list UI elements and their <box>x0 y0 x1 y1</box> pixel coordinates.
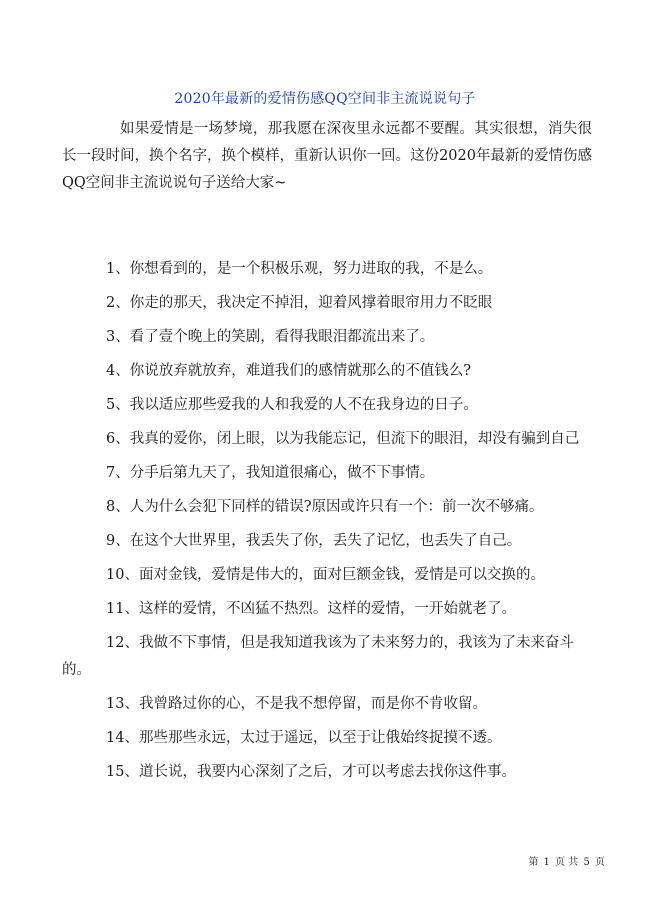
footer-middle: 页 共 <box>555 857 579 868</box>
list-item: 2、你走的那天，我决定不掉泪，迎着风撑着眼帘用力不眨眼 <box>106 295 493 311</box>
list-item: 14、那些那些永远，太过于遥远，以至于让俄始终捉摸不透。 <box>106 730 502 746</box>
list-item: 7、分手后第九天了，我知道很痛心，做不下事情。 <box>106 465 435 481</box>
footer-suffix: 页 <box>595 857 605 868</box>
list-item: 3、看了壹个晚上的笑剧，看得我眼泪都流出来了。 <box>106 329 435 345</box>
footer-prefix: 第 <box>528 857 539 868</box>
list-item: 15、道长说，我要内心深刻了之后，才可以考虑去找你这件事。 <box>106 764 516 780</box>
footer-page-number: 1 <box>543 857 550 868</box>
list-item: 8、人为什么会犯下同样的错误?原因或许只有一个：前一次不够痛。 <box>106 499 544 515</box>
list-item: 4、你说放弃就放弃，难道我们的感情就那么的不值钱么? <box>106 363 471 379</box>
intro-paragraph: 如果爱情是一场梦境，那我愿在深夜里永远都不要醒。其实很想，消失很长一段时间，换个名字，换个模样，重新认识你一回。这份2020年最新的爱情伤感QQ空间非主流说说句子送给大家~ <box>62 121 592 191</box>
list-item: 5、我以适应那些爱我的人和我爱的人不在我身边的日子。 <box>106 397 478 413</box>
page-footer <box>527 853 606 868</box>
list-item: 1、你想看到的，是一个积极乐观，努力进取的我，不是么。 <box>106 261 493 277</box>
document-title: 2020年最新的爱情伤感QQ空间非主流说说句子 <box>174 91 476 107</box>
list-item: 11、这样的爱情，不凶猛不热烈。这样的爱情，一开始就老了。 <box>106 601 516 617</box>
list-item: 12、我做不下事情，但是我知道我该为了未来努力的，我该为了未来奋斗的。 <box>62 635 574 678</box>
list-item: 6、我真的爱你，闭上眼，以为我能忘记，但流下的眼泪，却没有骗到自己 <box>106 431 580 447</box>
quote-list <box>62 256 594 793</box>
list-item: 13、我曾路过你的心，不是我不想停留，而是你不肯收留。 <box>106 696 487 712</box>
list-item: 9、在这个大世界里，我丢失了你，丢失了记忆，也丢失了自己。 <box>106 533 522 549</box>
footer-total-pages: 5 <box>583 857 590 868</box>
list-item: 10、面对金钱，爱情是伟大的，面对巨额金钱，爱情是可以交换的。 <box>106 567 545 583</box>
